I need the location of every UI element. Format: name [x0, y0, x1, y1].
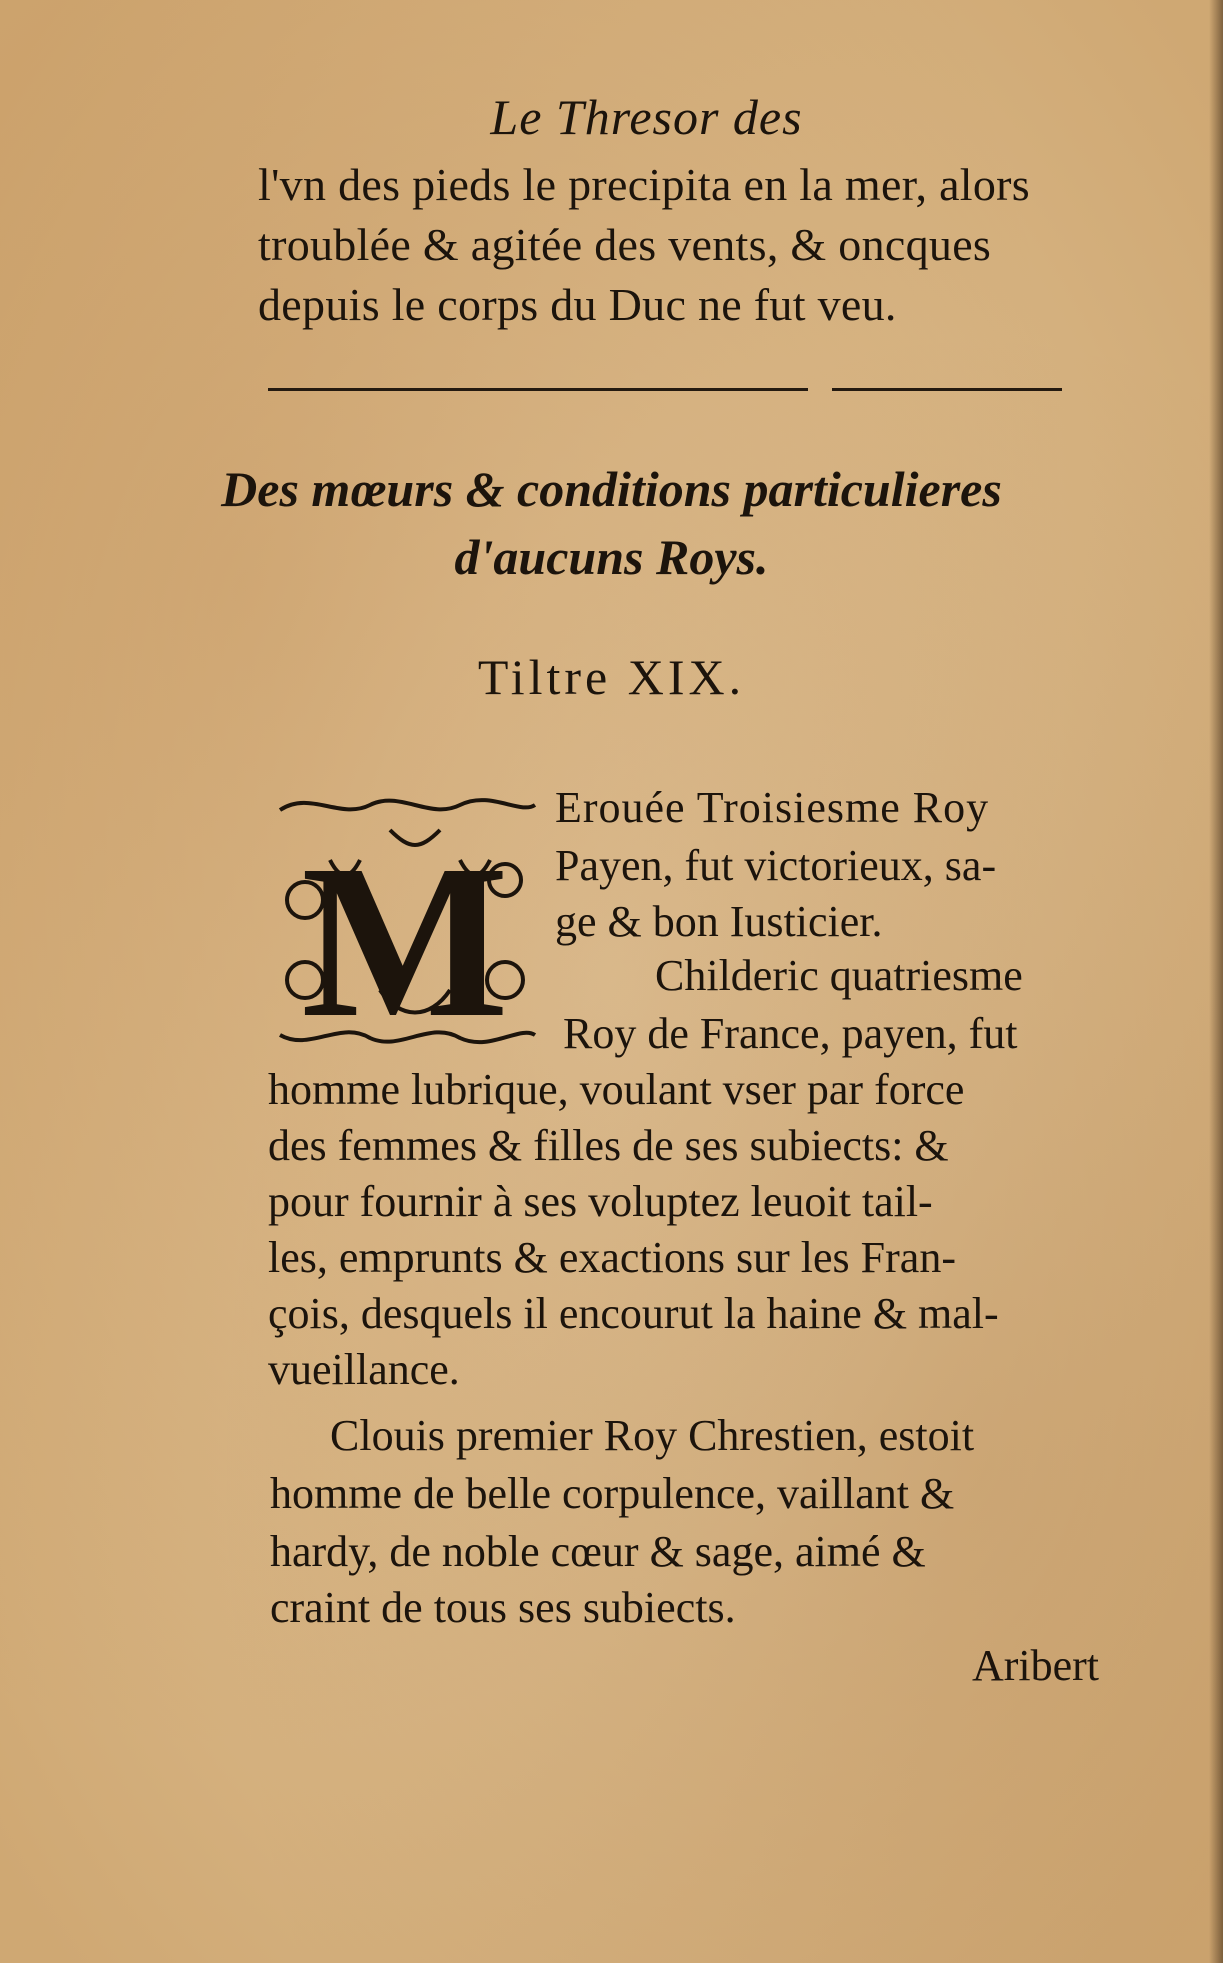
body-line-12: Clouis premier Roy Chrestien, estoit [330, 1411, 975, 1460]
body-line-10: çois, desquels il encourut la haine & mal- [268, 1289, 999, 1338]
body-line-13: homme de belle corpulence, vaillant & [270, 1469, 955, 1518]
body-line-3: ge & bon Iusticier. [555, 897, 883, 946]
body-line-2: Payen, fut victorieux, sa- [555, 841, 997, 890]
body-line-6: homme lubrique, voulant vser par force [268, 1065, 965, 1114]
body-line-5: Roy de France, payen, fut [563, 1009, 1018, 1058]
body-line-7: des femmes & filles de ses subiects: & [268, 1121, 949, 1170]
body-line-9: les, emprunts & exactions sur les Fran- [268, 1233, 956, 1282]
body-line-1: Erouée Troisiesme Roy [555, 783, 990, 832]
section-rule-right [832, 388, 1062, 391]
body-line-14: hardy, de noble cœur & sage, aimé & [270, 1527, 926, 1576]
section-rule-left [268, 388, 808, 391]
svg-text:M: M [301, 819, 509, 1052]
opening-line-3: depuis le corps du Duc ne fut veu. [258, 279, 897, 330]
section-heading-line1: Des mœurs & conditions particulieres [221, 461, 1002, 517]
opening-line-2: troublée & agitée des vents, & oncques [258, 219, 992, 270]
drop-cap-m [270, 790, 540, 1052]
section-heading-line2: d'aucuns Roys. [454, 529, 769, 585]
running-title: Le Thresor des [490, 89, 803, 145]
body-line-11: vueillance. [268, 1345, 460, 1394]
body-line-8: pour fournir à ses voluptez leuoit tail- [268, 1177, 933, 1226]
titre-number: Tiltre XIX. [477, 649, 746, 705]
catchword: Aribert [971, 1641, 1099, 1690]
body-line-4: Childeric quatriesme [655, 951, 1023, 1000]
body-line-15: craint de tous ses subiects. [270, 1583, 736, 1632]
page-edge-shadow [1209, 0, 1223, 1963]
opening-line-1: l'vn des pieds le precipita en la mer, alors [258, 159, 1030, 210]
